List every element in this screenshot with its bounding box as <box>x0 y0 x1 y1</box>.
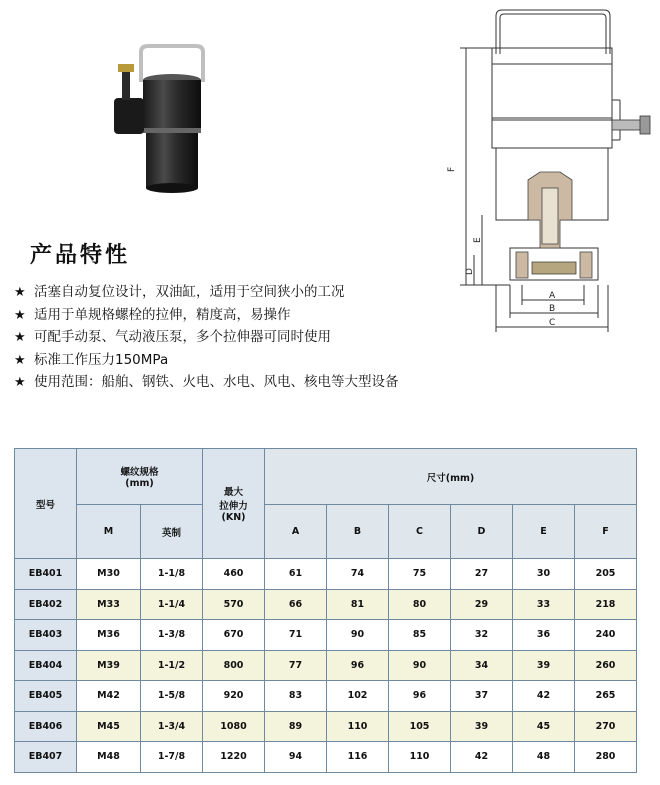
table-row <box>15 620 637 651</box>
table-cell: 260 <box>575 650 637 681</box>
table-cell: 39 <box>451 711 513 742</box>
table-row <box>15 681 637 712</box>
spec-table <box>14 448 637 773</box>
header-model: 型号 <box>15 449 77 559</box>
table-cell: 42 <box>513 681 575 712</box>
table-cell: 110 <box>389 742 451 773</box>
model-cell: EB402 <box>15 589 77 620</box>
dim-label-f: F <box>447 166 457 172</box>
table-cell: 800 <box>203 650 265 681</box>
table-cell: 39 <box>513 650 575 681</box>
table-cell: 81 <box>327 589 389 620</box>
table-cell: M42 <box>77 681 141 712</box>
table-cell: 570 <box>203 589 265 620</box>
table-cell: 94 <box>265 742 327 773</box>
model-cell: EB407 <box>15 742 77 773</box>
table-cell: 90 <box>327 620 389 651</box>
table-cell: 66 <box>265 589 327 620</box>
feature-item <box>14 281 399 304</box>
table-cell: 1-3/8 <box>141 620 203 651</box>
table-cell: 89 <box>265 711 327 742</box>
header-dims: 尺寸(mm) <box>265 449 637 505</box>
feature-text: 标准工作压力150MPa <box>34 351 169 368</box>
feature-item <box>14 349 399 372</box>
header-thread: 螺纹规格 (mm) <box>77 449 203 505</box>
section-heading: 产品特性 <box>30 243 131 268</box>
model-cell: EB406 <box>15 711 77 742</box>
table-cell: 80 <box>389 589 451 620</box>
product-photo <box>108 40 223 200</box>
table-cell: 110 <box>327 711 389 742</box>
dim-label-e: E <box>473 237 483 243</box>
table-cell: M48 <box>77 742 141 773</box>
table-cell: 75 <box>389 559 451 590</box>
dim-label-c: C <box>549 318 556 328</box>
table-cell: M30 <box>77 559 141 590</box>
table-cell: 36 <box>513 620 575 651</box>
feature-item <box>14 371 399 394</box>
table-cell: 77 <box>265 650 327 681</box>
dim-label-a: A <box>549 291 556 301</box>
header-max-force: 最大 拉伸力 (KN) <box>203 449 265 559</box>
table-cell: 1-7/8 <box>141 742 203 773</box>
header-d: D <box>451 505 513 559</box>
table-cell: 218 <box>575 589 637 620</box>
table-cell: 37 <box>451 681 513 712</box>
table-cell: 1-1/8 <box>141 559 203 590</box>
table-cell: 280 <box>575 742 637 773</box>
table-cell: 33 <box>513 589 575 620</box>
header-m: M <box>77 505 141 559</box>
table-cell: 920 <box>203 681 265 712</box>
feature-item <box>14 326 399 349</box>
feature-list <box>14 281 399 394</box>
table-cell: 83 <box>265 681 327 712</box>
header-f: F <box>575 505 637 559</box>
feature-text: 活塞自动复位设计，双油缸，适用于空间狭小的工况 <box>34 284 345 300</box>
header-e: E <box>513 505 575 559</box>
table-cell: 460 <box>203 559 265 590</box>
star-icon: ★ <box>14 330 26 345</box>
table-cell: 1-3/4 <box>141 711 203 742</box>
model-cell: EB405 <box>15 681 77 712</box>
table-cell: 1-1/4 <box>141 589 203 620</box>
table-cell: M33 <box>77 589 141 620</box>
feature-text: 使用范围：船舶、钢铁、火电、水电、风电、核电等大型设备 <box>34 374 399 390</box>
header-a: A <box>265 505 327 559</box>
table-cell: 90 <box>389 650 451 681</box>
table-cell: 27 <box>451 559 513 590</box>
star-icon: ★ <box>14 375 26 390</box>
table-cell: 29 <box>451 589 513 620</box>
table-row <box>15 559 637 590</box>
table-cell: 85 <box>389 620 451 651</box>
table-cell: 265 <box>575 681 637 712</box>
table-cell: 1220 <box>203 742 265 773</box>
table-cell: 32 <box>451 620 513 651</box>
table-cell: 1-1/2 <box>141 650 203 681</box>
table-cell: M39 <box>77 650 141 681</box>
table-cell: 105 <box>389 711 451 742</box>
table-cell: 270 <box>575 711 637 742</box>
table-cell: 48 <box>513 742 575 773</box>
star-icon: ★ <box>14 307 26 323</box>
table-cell: 670 <box>203 620 265 651</box>
feature-text: 可配手动泵、气动液压泵，多个拉伸器可同时使用 <box>34 329 331 345</box>
feature-item <box>14 304 399 327</box>
table-cell: 45 <box>513 711 575 742</box>
table-cell: M36 <box>77 620 141 651</box>
model-cell: EB403 <box>15 620 77 651</box>
table-cell: 30 <box>513 559 575 590</box>
table-cell: 42 <box>451 742 513 773</box>
table-row <box>15 650 637 681</box>
table-cell: 1080 <box>203 711 265 742</box>
table-cell: 102 <box>327 681 389 712</box>
header-b: B <box>327 505 389 559</box>
model-cell: EB404 <box>15 650 77 681</box>
table-cell: 34 <box>451 650 513 681</box>
table-cell: 71 <box>265 620 327 651</box>
header-c: C <box>389 505 451 559</box>
table-cell: 74 <box>327 559 389 590</box>
star-icon: ★ <box>14 285 26 300</box>
table-cell: 116 <box>327 742 389 773</box>
table-cell: 1-5/8 <box>141 681 203 712</box>
table-cell: 205 <box>575 559 637 590</box>
table-row <box>15 742 637 773</box>
table-cell: 96 <box>389 681 451 712</box>
header-imperial: 英制 <box>141 505 203 559</box>
model-cell: EB401 <box>15 559 77 590</box>
table-cell: 61 <box>265 559 327 590</box>
table-cell: 240 <box>575 620 637 651</box>
feature-text: 适用于单规格螺栓的拉伸，精度高，易操作 <box>34 306 291 323</box>
star-icon: ★ <box>14 352 26 368</box>
table-cell: 96 <box>327 650 389 681</box>
table-row <box>15 711 637 742</box>
table-row <box>15 589 637 620</box>
dim-label-d: D <box>465 268 475 275</box>
dim-label-b: B <box>549 304 556 314</box>
table-cell: M45 <box>77 711 141 742</box>
dimension-drawing <box>440 0 660 345</box>
